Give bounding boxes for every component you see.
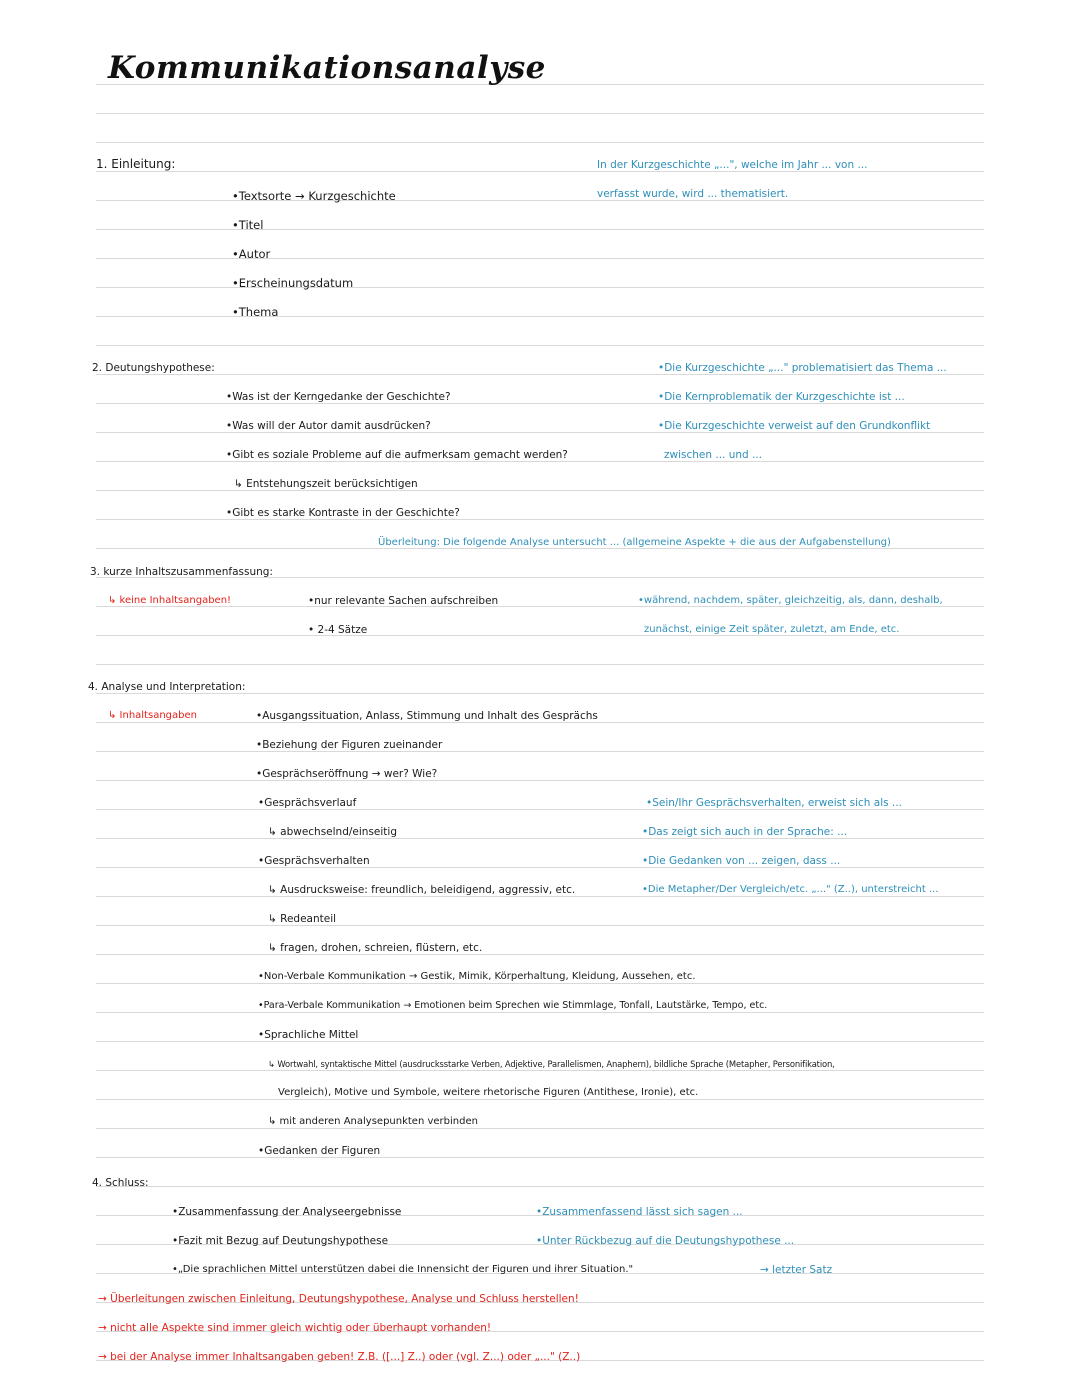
phrase-note: •Sein/Ihr Gesprächsverhalten, erweist sich als ... — [646, 797, 902, 809]
rule-line — [96, 925, 984, 926]
rule-line — [96, 1157, 984, 1158]
rule-line — [96, 780, 984, 781]
rule-line — [96, 287, 984, 288]
rule-line — [96, 345, 984, 346]
list-item: ↳ abwechselnd/einseitig — [268, 826, 397, 838]
list-item: •Ausgangssituation, Anlass, Stimmung und Inhalt des Gesprächs — [256, 710, 598, 722]
rule-line — [96, 954, 984, 955]
list-item: •Titel — [232, 218, 264, 232]
list-item: •Sprachliche Mittel — [258, 1029, 359, 1041]
list-item: ↳ Entstehungszeit berücksichtigen — [234, 478, 418, 490]
phrase-note: In der Kurzgeschichte „...", welche im Jahr ... von ... — [597, 159, 868, 171]
list-item: •Fazit mit Bezug auf Deutungshypothese — [172, 1235, 389, 1247]
list-item: •Beziehung der Figuren zueinander — [256, 739, 443, 751]
section-heading-einleitung: 1. Einleitung: — [96, 157, 176, 171]
list-item: •Gesprächsverlauf — [258, 797, 357, 809]
list-item: ↳ mit anderen Analysepunkten verbinden — [268, 1116, 478, 1127]
phrase-note: •Die Kurzgeschichte verweist auf den Grundkonflikt — [658, 420, 931, 432]
list-item: •Textsorte → Kurzgeschichte — [232, 189, 396, 203]
list-item: •Gibt es soziale Probleme auf die aufmerksam gemacht werden? — [226, 449, 568, 461]
list-item: ↳ Redeanteil — [268, 913, 337, 925]
section-heading-schluss: 4. Schluss: — [92, 1177, 149, 1189]
list-item: •Non-Verbale Kommunikation → Gestik, Mimik, Körperhaltung, Kleidung, Aussehen, etc. — [258, 971, 696, 982]
rule-line — [96, 258, 984, 259]
list-item: ↳ fragen, drohen, schreien, flüstern, etc. — [268, 942, 483, 954]
list-item: •Para-Verbale Kommunikation → Emotionen beim Sprechen wie Stimmlage, Tonfall, Lautstärke, Tempo, etc. — [258, 1000, 768, 1011]
list-item: •nur relevante Sachen aufschreiben — [308, 595, 499, 607]
phrase-note: •Die Gedanken von ... zeigen, dass ... — [642, 855, 841, 867]
phrase-note: verfasst wurde, wird ... thematisiert. — [597, 188, 789, 200]
warning-note: → Überleitungen zwischen Einleitung, Deutungshypothese, Analyse und Schluss herstellen! — [98, 1293, 579, 1305]
phrase-note: •Die Metapher/Der Vergleich/etc. „..." (Z..), unterstreicht ... — [642, 884, 939, 895]
list-item: •Gesprächseröffnung → wer? Wie? — [256, 768, 438, 780]
list-item: •Erscheinungsdatum — [232, 276, 354, 290]
rule-line — [96, 316, 984, 317]
rule-line — [96, 229, 984, 230]
list-item: •Autor — [232, 247, 271, 261]
warning-note: → bei der Analyse immer Inhaltsangaben geben! Z.B. ([...] Z..) oder (vgl. Z...) oder „..." (Z..) — [98, 1351, 581, 1363]
phrase-note: •Die Kurzgeschichte „..." problematisiert das Thema ... — [658, 362, 947, 374]
rule-line — [96, 113, 984, 114]
list-item: •Zusammenfassung der Analyseergebnisse — [172, 1206, 402, 1218]
list-item: ↳ Ausdrucksweise: freundlich, beleidigend, aggressiv, etc. — [268, 884, 576, 896]
list-item: •Gibt es starke Kontraste in der Geschichte? — [226, 507, 460, 519]
rule-line — [96, 200, 984, 201]
rule-line — [96, 751, 984, 752]
phrase-note: •Die Kernproblematik der Kurzgeschichte ist ... — [658, 391, 905, 403]
warning-note: ↳ Inhaltsangaben — [108, 710, 197, 721]
list-item: • 2-4 Sätze — [308, 624, 368, 636]
rule-line — [96, 1041, 984, 1042]
phrase-note: •Zusammenfassend lässt sich sagen ... — [536, 1206, 743, 1218]
list-item: Vergleich), Motive und Symbole, weitere rhetorische Figuren (Antithese, Ironie), etc. — [278, 1087, 699, 1098]
phrase-note: zunächst, einige Zeit später, zuletzt, am Ende, etc. — [644, 624, 900, 635]
phrase-note: → letzter Satz — [760, 1264, 833, 1276]
rule-line — [96, 664, 984, 665]
page-title: Kommunikationsanalyse — [108, 50, 546, 86]
list-item: ↳ Wortwahl, syntaktische Mittel (ausdrucksstarke Verben, Adjektive, Parallelismen, Anaphern), bildliche Sprache (Metapher, Personifikation, — [268, 1059, 835, 1069]
warning-note: ↳ keine Inhaltsangaben! — [108, 595, 232, 606]
phrase-note: •Das zeigt sich auch in der Sprache: ... — [642, 826, 848, 838]
rule-line — [96, 1128, 984, 1129]
list-item: •Gedanken der Figuren — [258, 1145, 381, 1157]
rule-line — [96, 838, 984, 839]
list-item: •Was will der Autor damit ausdrücken? — [226, 420, 431, 432]
section-heading-deutungshypothese: 2. Deutungshypothese: — [92, 362, 215, 374]
list-item: •Gesprächsverhalten — [258, 855, 370, 867]
phrase-note: •während, nachdem, später, gleichzeitig, als, dann, deshalb, — [638, 595, 943, 606]
phrase-note: •Unter Rückbezug auf die Deutungshypothese ... — [536, 1235, 795, 1247]
list-item: •Was ist der Kerngedanke der Geschichte? — [226, 391, 451, 403]
rule-line — [96, 142, 984, 143]
warning-note: → nicht alle Aspekte sind immer gleich wichtig oder überhaupt vorhanden! — [98, 1322, 492, 1334]
list-item: •Thema — [232, 305, 279, 319]
transition-note: Überleitung: Die folgende Analyse untersucht ... (allgemeine Aspekte + die aus der Aufgabenstellung) — [378, 537, 891, 548]
section-heading-inhaltszusammenfassung: 3. kurze Inhaltszusammenfassung: — [90, 566, 273, 578]
list-item: •„Die sprachlichen Mittel unterstützen dabei die Innensicht der Figuren und ihrer Situation." — [172, 1264, 634, 1275]
phrase-note: zwischen ... und ... — [664, 449, 763, 461]
rule-line — [96, 867, 984, 868]
rule-line — [96, 1186, 984, 1187]
section-heading-analyse: 4. Analyse und Interpretation: — [88, 681, 246, 693]
rule-line — [96, 490, 984, 491]
